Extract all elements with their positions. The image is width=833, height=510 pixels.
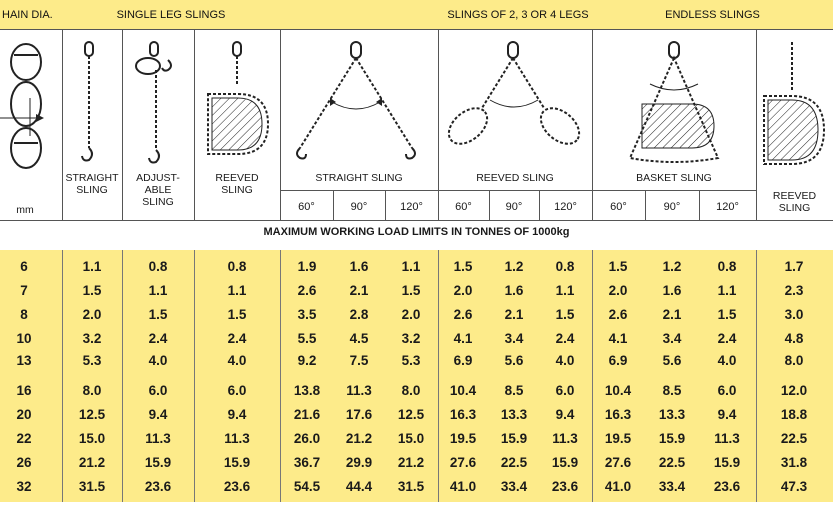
load-cell: 31.5 [397,479,425,494]
load-cell: 4.0 [555,353,575,368]
load-cell: 3.4 [662,331,682,346]
load-cell: 8.0 [401,383,421,398]
header-single-leg: SINGLE LEG SLINGS [116,9,226,21]
load-cell: 5.5 [297,331,317,346]
load-cell: 0.8 [717,259,737,274]
load-cell: 15.0 [397,431,425,446]
load-cell: 11.3 [346,383,372,398]
chain-dia-cell: 16 [16,383,32,398]
load-cell: 12.0 [780,383,808,398]
load-cell: 5.3 [82,353,102,368]
load-cell: 0.8 [555,259,575,274]
load-cell: 12.5 [78,407,106,422]
label-reeved-endless: REEVED SLING [772,190,817,214]
load-cell: 54.5 [293,479,321,494]
load-cell: 13.3 [500,407,528,422]
load-cell: 10.4 [449,383,477,398]
load-cell: 1.6 [504,283,524,298]
load-cell: 31.5 [78,479,106,494]
load-cell: 11.3 [714,431,740,446]
load-cell: 6.0 [555,383,575,398]
load-cell: 15.9 [144,455,172,470]
load-cell: 8.5 [504,383,524,398]
load-cell: 1.6 [662,283,682,298]
angle-basket-60: 60° [610,201,627,213]
angle-row-top [280,190,756,191]
reeved-endless-icon [756,40,833,170]
load-cell: 21.2 [345,431,373,446]
load-cell: 19.5 [449,431,477,446]
label-straight-sling: STRAIGHT SLING [315,172,403,184]
load-cell: 1.5 [555,307,575,322]
load-cell: 4.0 [717,353,737,368]
load-cell: 2.0 [608,283,628,298]
load-cell: 4.0 [227,353,247,368]
load-cell: 2.0 [453,283,473,298]
reeved-single-icon [194,40,280,170]
load-cell: 4.0 [148,353,168,368]
angle-straight-90: 90° [350,201,368,213]
load-cell: 21.6 [293,407,321,422]
load-cell: 1.1 [82,259,102,274]
load-cell: 29.9 [345,455,373,470]
load-cell: 4.5 [349,331,369,346]
header-endless: ENDLESS SLINGS [665,9,760,21]
angle-reeved-60: 60° [455,201,472,213]
load-cell: 22.5 [780,431,808,446]
angle-straight-60: 60° [298,201,315,213]
load-cell: 1.5 [453,259,473,274]
load-cell: 44.4 [345,479,373,494]
load-cell: 9.2 [297,353,317,368]
load-cell: 3.2 [401,331,421,346]
load-cell: 33.4 [500,479,528,494]
straight-two-leg-icon [280,40,438,170]
label-adjustable: ADJUST- ABLE SLING [136,172,180,208]
load-cell: 2.4 [555,331,575,346]
load-cell: 22.5 [658,455,686,470]
load-cell: 12.5 [397,407,425,422]
header-multi-leg: SLINGS OF 2, 3 OR 4 LEGS [447,9,589,21]
load-cell: 1.5 [717,307,737,322]
load-cell: 7.5 [349,353,369,368]
load-cell: 26.0 [293,431,321,446]
load-cell: 21.2 [397,455,425,470]
straight-sling-icon [62,40,122,170]
data-divider-3 [194,250,195,502]
load-cell: 2.6 [297,283,317,298]
load-cell: 4.1 [608,331,628,346]
reeved-two-leg-icon [438,40,592,170]
label-mm: mm [16,204,34,216]
load-cell: 11.3 [145,431,171,446]
diagram-bottom-line [0,220,833,221]
load-cell: 22.5 [500,455,528,470]
load-cell: 2.1 [504,307,524,322]
angle-reeved-120: 120° [554,201,577,213]
load-cell: 41.0 [449,479,477,494]
load-cell: 9.4 [555,407,575,422]
load-cell: 23.6 [223,479,251,494]
load-cell: 2.0 [82,307,102,322]
load-cell: 31.8 [780,455,808,470]
load-cell: 1.5 [401,283,421,298]
load-cell: 1.1 [717,283,737,298]
load-cell: 5.6 [662,353,682,368]
load-cell: 13.3 [658,407,686,422]
load-cell: 6.0 [717,383,737,398]
load-cell: 11.3 [552,431,578,446]
header-bottom-line [0,29,833,30]
data-divider-2 [122,250,123,502]
load-cell: 23.6 [551,479,579,494]
label-basket-sling: BASKET SLING [636,172,712,184]
load-cell: 15.9 [223,455,251,470]
load-cell: 2.3 [784,283,804,298]
load-cell: 4.1 [453,331,473,346]
load-cell: 1.1 [555,283,575,298]
mwl-title: MAXIMUM WORKING LOAD LIMITS IN TONNES OF 1000kg [263,226,570,238]
load-cell: 1.9 [297,259,317,274]
header-chain-dia: HAIN DIA. [2,9,53,21]
load-cell: 33.4 [658,479,686,494]
chain-dia-cell: 20 [16,407,32,422]
load-cell: 1.5 [148,307,168,322]
load-cell: 1.1 [148,283,168,298]
angle-reeved-90: 90° [505,201,523,213]
chain-dia-cell: 26 [16,455,32,470]
load-cell: 2.8 [349,307,369,322]
adjustable-sling-icon [122,40,194,170]
chain-dia-cell: 7 [20,283,28,298]
load-cell: 4.8 [784,331,804,346]
load-cell: 11.3 [224,431,250,446]
load-cell: 18.8 [780,407,808,422]
basket-sling-icon [592,40,756,170]
load-cell: 2.6 [608,307,628,322]
load-cell: 16.3 [449,407,477,422]
chain-dia-cell: 10 [16,331,32,346]
load-cell: 8.0 [784,353,804,368]
load-cell: 1.1 [227,283,247,298]
load-cell: 2.6 [453,307,473,322]
load-cell: 17.6 [345,407,373,422]
load-cell: 23.6 [144,479,172,494]
load-cell: 9.4 [227,407,247,422]
load-cell: 3.2 [82,331,102,346]
chain-dia-cell: 22 [16,431,32,446]
load-cell: 15.9 [713,455,741,470]
load-cell: 27.6 [449,455,477,470]
load-cell: 2.1 [349,283,369,298]
load-cell: 9.4 [148,407,168,422]
load-cell: 5.6 [504,353,524,368]
load-cell: 27.6 [604,455,632,470]
load-cell: 0.8 [227,259,247,274]
load-cell: 3.5 [297,307,317,322]
angle-basket-90: 90° [663,201,681,213]
load-cell: 19.5 [604,431,632,446]
load-cell: 1.5 [227,307,247,322]
label-reeved-sling: REEVED SLING [476,172,554,184]
label-straight: STRAIGHT SLING [65,172,119,196]
chain-link-icon [0,40,62,190]
load-cell: 8.5 [662,383,682,398]
chain-dia-cell: 8 [20,307,28,322]
chain-dia-cell: 13 [16,353,32,368]
load-cell: 1.5 [608,259,628,274]
load-cell: 21.2 [78,455,106,470]
load-cell: 3.4 [504,331,524,346]
load-cell: 5.3 [401,353,421,368]
load-cell: 0.8 [148,259,168,274]
load-cell: 1.1 [401,259,421,274]
load-cell: 10.4 [604,383,632,398]
load-cell: 6.0 [227,383,247,398]
chain-dia-cell: 6 [20,259,28,274]
load-cell: 1.7 [784,259,804,274]
load-cell: 2.0 [401,307,421,322]
load-cell: 15.9 [551,455,579,470]
load-cell: 2.4 [148,331,168,346]
load-cell: 3.0 [784,307,804,322]
load-cell: 36.7 [293,455,321,470]
load-cell: 6.9 [608,353,628,368]
load-cell: 13.8 [293,383,321,398]
load-cell: 47.3 [780,479,808,494]
load-cell: 1.6 [349,259,369,274]
load-cell: 2.4 [227,331,247,346]
load-cell: 1.5 [82,283,102,298]
load-cell: 15.0 [78,431,106,446]
load-cell: 2.4 [717,331,737,346]
load-cell: 9.4 [717,407,737,422]
load-cell: 6.0 [148,383,168,398]
load-cell: 8.0 [82,383,102,398]
load-cell: 15.9 [500,431,528,446]
load-cell: 16.3 [604,407,632,422]
load-cell: 1.2 [662,259,682,274]
angle-straight-120: 120° [400,201,423,213]
load-cell: 23.6 [713,479,741,494]
load-cell: 41.0 [604,479,632,494]
load-cell: 15.9 [658,431,686,446]
load-cell: 2.1 [662,307,682,322]
angle-basket-120: 120° [716,201,739,213]
chain-dia-cell: 32 [16,479,32,494]
load-cell: 1.2 [504,259,524,274]
load-cell: 6.9 [453,353,473,368]
label-reeved-single: REEVED SLING [215,172,259,196]
